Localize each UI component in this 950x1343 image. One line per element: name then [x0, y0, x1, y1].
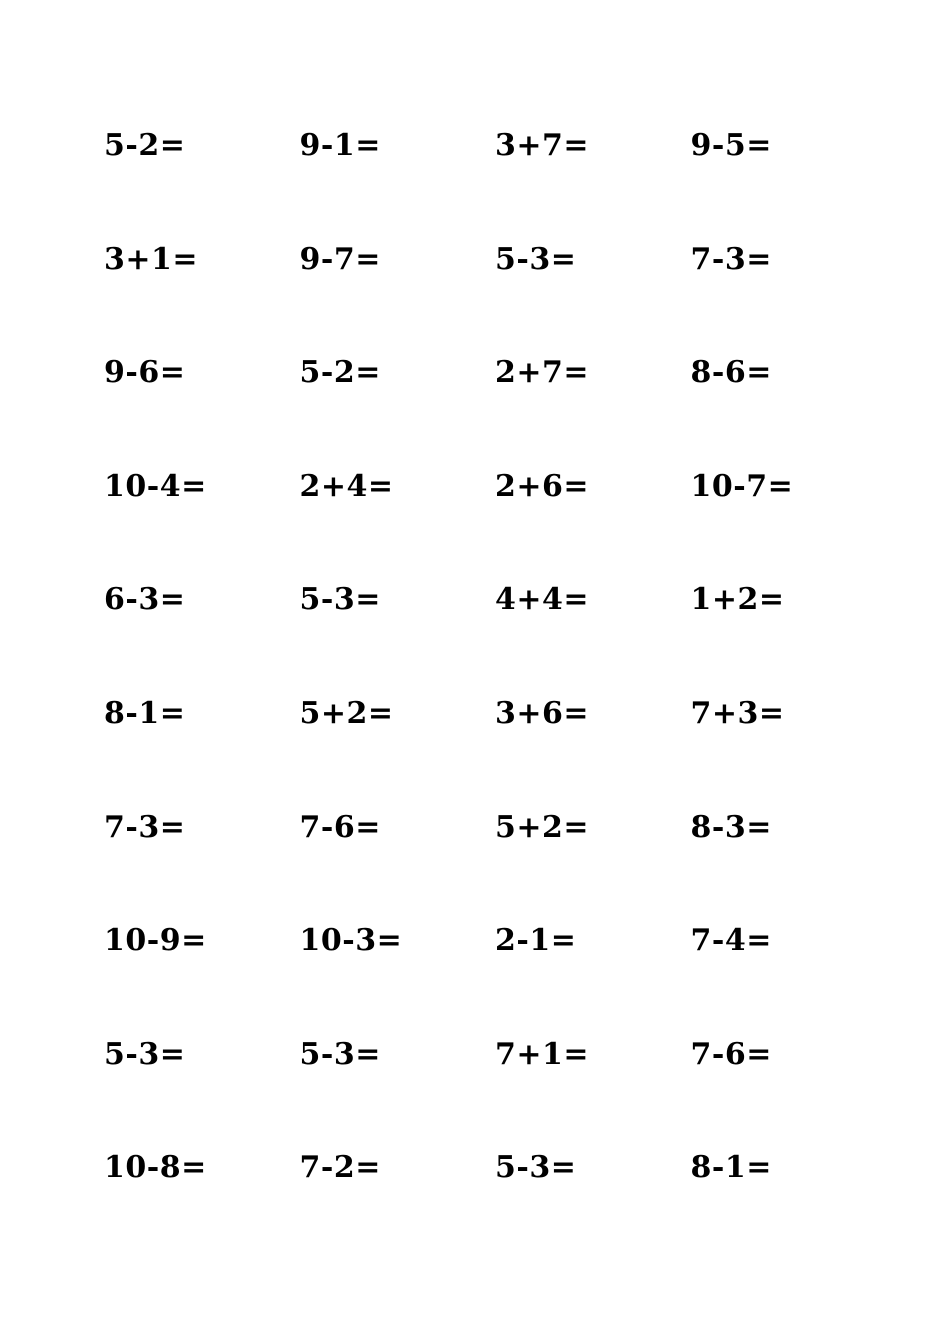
problem-row [104, 240, 904, 354]
problem-row [104, 808, 904, 922]
math-problem: 9-1= [299, 128, 381, 163]
math-problem: 7-3= [690, 241, 772, 277]
math-problem: 10-8= [104, 1150, 207, 1186]
math-problem: 7-6= [299, 809, 381, 845]
math-problem: 8-6= [690, 355, 772, 391]
math-problem: 8-1= [690, 1150, 772, 1186]
math-problem: 5-3= [495, 241, 577, 277]
arithmetic-problem-grid [104, 126, 904, 1262]
math-problem: 7-4= [690, 923, 772, 959]
math-problem: 7-6= [690, 1036, 772, 1072]
problem-row [104, 694, 904, 808]
math-problem: 5-3= [299, 1036, 381, 1072]
math-problem: 6-3= [104, 582, 186, 618]
math-problem: 3+1= [104, 241, 199, 277]
math-problem: 2+7= [495, 355, 590, 391]
math-problem: 2-1= [495, 923, 577, 959]
problem-row [104, 353, 904, 467]
math-problem: 8-3= [690, 809, 772, 845]
problem-row [104, 126, 904, 240]
math-problem: 1+2= [690, 582, 785, 618]
math-problem: 4+4= [495, 582, 590, 618]
math-problem: 5-3= [495, 1150, 577, 1186]
math-problem: 10-7= [690, 468, 794, 504]
math-problem: 7-2= [299, 1150, 381, 1186]
problem-row [104, 467, 904, 581]
math-problem: 2+6= [495, 468, 590, 504]
math-problem: 7-3= [104, 809, 186, 845]
math-problem: 7+3= [690, 695, 785, 731]
problem-row [104, 1148, 904, 1262]
math-problem: 5-3= [299, 582, 381, 618]
math-problem: 7+1= [495, 1036, 590, 1072]
math-problem: 5+2= [299, 695, 394, 731]
problem-row [104, 921, 904, 1035]
math-problem: 9-5= [690, 128, 772, 163]
math-problem: 10-3= [299, 923, 403, 959]
math-problem: 8-1= [104, 695, 186, 731]
math-problem: 5-3= [104, 1036, 186, 1072]
math-problem: 10-9= [104, 923, 207, 959]
math-problem: 5-2= [299, 355, 381, 391]
math-problem: 5+2= [495, 809, 590, 845]
math-problem: 3+6= [495, 695, 590, 731]
math-problem: 3+7= [495, 128, 590, 163]
problem-row [104, 580, 904, 694]
math-problem: 2+4= [299, 468, 394, 504]
math-problem: 9-7= [299, 241, 381, 277]
problem-row [104, 1035, 904, 1149]
math-problem: 9-6= [104, 355, 186, 391]
math-problem: 10-4= [104, 468, 207, 504]
math-problem: 5-2= [104, 128, 186, 163]
